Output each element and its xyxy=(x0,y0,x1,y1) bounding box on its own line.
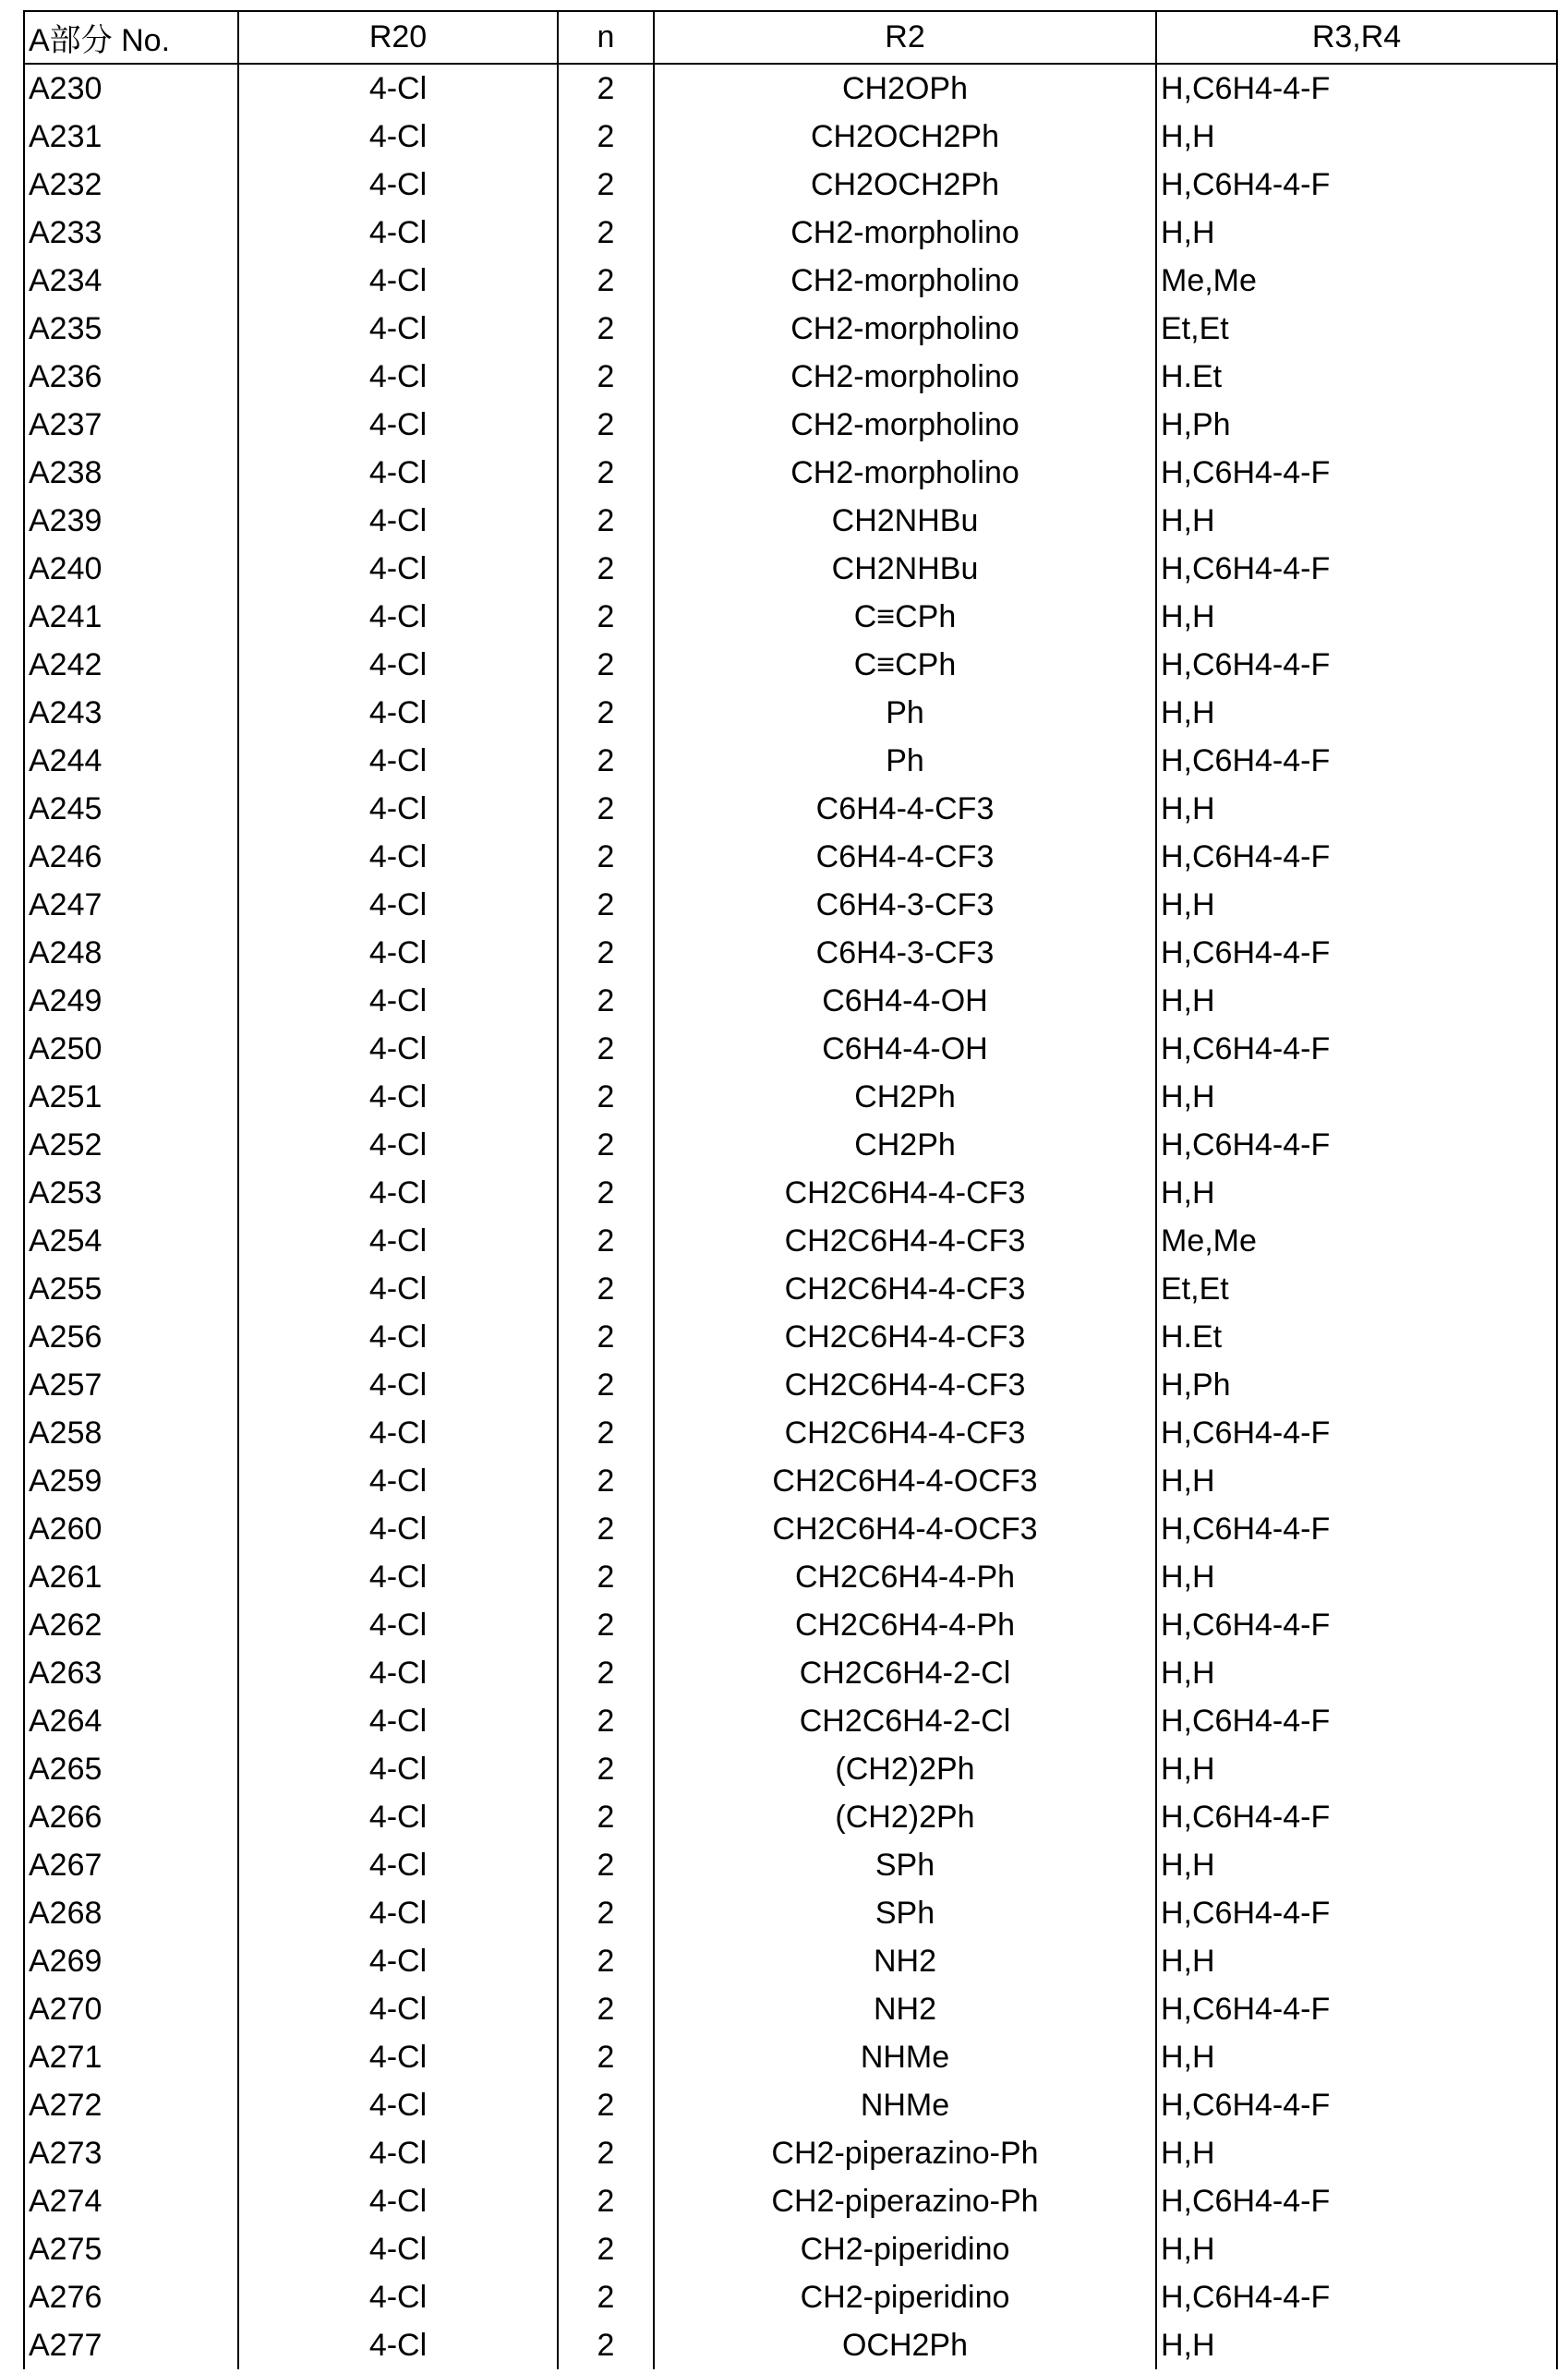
r2-cell: CH2C6H4-4-Ph xyxy=(654,1601,1156,1649)
r2-cell: CH2C6H4-4-CF3 xyxy=(654,1169,1156,1217)
n-cell: 2 xyxy=(558,593,654,641)
table-row xyxy=(24,1313,1557,1361)
r2-cell: SPh xyxy=(654,1889,1156,1937)
r3-r4-cell: H,H xyxy=(1156,1649,1557,1697)
table-row xyxy=(24,1745,1557,1793)
r20-cell: 4-Cl xyxy=(238,1073,558,1121)
table-row xyxy=(24,1073,1557,1121)
compound-no-cell: A242 xyxy=(24,641,238,689)
n-cell: 2 xyxy=(558,497,654,545)
r3-r4-cell: H,H xyxy=(1156,2321,1557,2369)
n-cell: 2 xyxy=(558,257,654,305)
r20-cell: 4-Cl xyxy=(238,2273,558,2321)
r20-cell: 4-Cl xyxy=(238,353,558,401)
table-row xyxy=(24,1553,1557,1601)
r20-cell: 4-Cl xyxy=(238,1697,558,1745)
compound-no-cell: A257 xyxy=(24,1361,238,1409)
compound-table xyxy=(23,10,1558,2369)
r3-r4-cell: H,C6H4-4-F xyxy=(1156,161,1557,209)
n-cell: 2 xyxy=(558,689,654,737)
r2-cell: (CH2)2Ph xyxy=(654,1793,1156,1841)
n-cell: 2 xyxy=(558,1073,654,1121)
n-cell: 2 xyxy=(558,2273,654,2321)
table-row xyxy=(24,1121,1557,1169)
r3-r4-cell: H,C6H4-4-F xyxy=(1156,2081,1557,2129)
compound-no-cell: A273 xyxy=(24,2129,238,2177)
compound-no-cell: A276 xyxy=(24,2273,238,2321)
r3-r4-cell: H,H xyxy=(1156,1841,1557,1889)
r20-cell: 4-Cl xyxy=(238,1889,558,1937)
r2-cell: CH2-morpholino xyxy=(654,305,1156,353)
r20-cell: 4-Cl xyxy=(238,1265,558,1313)
table-row xyxy=(24,1217,1557,1265)
r20-cell: 4-Cl xyxy=(238,1937,558,1985)
r2-cell: CH2NHBu xyxy=(654,545,1156,593)
compound-no-cell: A256 xyxy=(24,1313,238,1361)
table-row xyxy=(24,449,1557,497)
compound-no-cell: A243 xyxy=(24,689,238,737)
n-cell: 2 xyxy=(558,2321,654,2369)
table-row xyxy=(24,833,1557,881)
r20-cell: 4-Cl xyxy=(238,641,558,689)
n-cell: 2 xyxy=(558,2177,654,2225)
r20-cell: 4-Cl xyxy=(238,161,558,209)
r20-cell: 4-Cl xyxy=(238,209,558,257)
n-cell: 2 xyxy=(558,1649,654,1697)
compound-no-cell: A259 xyxy=(24,1457,238,1505)
r2-cell: CH2C6H4-2-Cl xyxy=(654,1649,1156,1697)
n-cell: 2 xyxy=(558,1121,654,1169)
r20-cell: 4-Cl xyxy=(238,2033,558,2081)
table-row xyxy=(24,1649,1557,1697)
r3-r4-cell: H,H xyxy=(1156,881,1557,929)
r2-cell: CH2-morpholino xyxy=(654,257,1156,305)
n-cell: 2 xyxy=(558,1889,654,1937)
compound-no-cell: A252 xyxy=(24,1121,238,1169)
r20-cell: 4-Cl xyxy=(238,689,558,737)
r2-cell: Ph xyxy=(654,737,1156,785)
r20-cell: 4-Cl xyxy=(238,1361,558,1409)
table-row xyxy=(24,113,1557,161)
compound-no-cell: A264 xyxy=(24,1697,238,1745)
r3-r4-cell: H,H xyxy=(1156,1169,1557,1217)
r2-cell: CH2C6H4-4-CF3 xyxy=(654,1265,1156,1313)
r3-r4-cell: H,H xyxy=(1156,1745,1557,1793)
n-cell: 2 xyxy=(558,2033,654,2081)
table-row xyxy=(24,2081,1557,2129)
r20-cell: 4-Cl xyxy=(238,1841,558,1889)
r3-r4-cell: H,C6H4-4-F xyxy=(1156,929,1557,977)
r20-cell: 4-Cl xyxy=(238,785,558,833)
compound-no-cell: A274 xyxy=(24,2177,238,2225)
n-cell: 2 xyxy=(558,545,654,593)
r3-r4-cell: H,H xyxy=(1156,1553,1557,1601)
r3-r4-cell: H,C6H4-4-F xyxy=(1156,1985,1557,2033)
compound-no-cell: A265 xyxy=(24,1745,238,1793)
compound-no-cell: A247 xyxy=(24,881,238,929)
r3-r4-cell: H,C6H4-4-F xyxy=(1156,1409,1557,1457)
r20-cell: 4-Cl xyxy=(238,449,558,497)
n-cell: 2 xyxy=(558,929,654,977)
compound-no-cell: A231 xyxy=(24,113,238,161)
n-cell: 2 xyxy=(558,401,654,449)
r3-r4-cell: H,H xyxy=(1156,2129,1557,2177)
r20-cell: 4-Cl xyxy=(238,1313,558,1361)
n-cell: 2 xyxy=(558,209,654,257)
table-row xyxy=(24,257,1557,305)
compound-no-cell: A239 xyxy=(24,497,238,545)
compound-no-cell: A272 xyxy=(24,2081,238,2129)
r3-r4-cell: H,H xyxy=(1156,2033,1557,2081)
table-row xyxy=(24,353,1557,401)
r2-cell: CH2-morpholino xyxy=(654,209,1156,257)
r3-r4-cell: H,H xyxy=(1156,1073,1557,1121)
header-r2: R2 xyxy=(654,11,1156,64)
n-cell: 2 xyxy=(558,1697,654,1745)
r3-r4-cell: H,C6H4-4-F xyxy=(1156,545,1557,593)
compound-no-cell: A233 xyxy=(24,209,238,257)
n-cell: 2 xyxy=(558,1361,654,1409)
n-cell: 2 xyxy=(558,1601,654,1649)
r3-r4-cell: H,H xyxy=(1156,497,1557,545)
r20-cell: 4-Cl xyxy=(238,1793,558,1841)
r20-cell: 4-Cl xyxy=(238,977,558,1025)
compound-no-cell: A267 xyxy=(24,1841,238,1889)
compound-no-cell: A250 xyxy=(24,1025,238,1073)
r2-cell: NHMe xyxy=(654,2033,1156,2081)
compound-no-cell: A251 xyxy=(24,1073,238,1121)
r20-cell: 4-Cl xyxy=(238,929,558,977)
compound-no-cell: A235 xyxy=(24,305,238,353)
table-row xyxy=(24,1409,1557,1457)
r20-cell: 4-Cl xyxy=(238,1457,558,1505)
r20-cell: 4-Cl xyxy=(238,305,558,353)
compound-no-cell: A246 xyxy=(24,833,238,881)
n-cell: 2 xyxy=(558,1505,654,1553)
r2-cell: CH2OCH2Ph xyxy=(654,113,1156,161)
n-cell: 2 xyxy=(558,1553,654,1601)
r2-cell: CH2C6H4-2-Cl xyxy=(654,1697,1156,1745)
table-row xyxy=(24,1793,1557,1841)
r3-r4-cell: H,Ph xyxy=(1156,1361,1557,1409)
r3-r4-cell: H,H xyxy=(1156,209,1557,257)
r20-cell: 4-Cl xyxy=(238,545,558,593)
table-row xyxy=(24,1361,1557,1409)
table-row xyxy=(24,161,1557,209)
header-r20: R20 xyxy=(238,11,558,64)
r2-cell: C6H4-4-OH xyxy=(654,1025,1156,1073)
table-row xyxy=(24,2321,1557,2369)
table-row xyxy=(24,497,1557,545)
n-cell: 2 xyxy=(558,1745,654,1793)
n-cell: 2 xyxy=(558,2081,654,2129)
r3-r4-cell: H,C6H4-4-F xyxy=(1156,1505,1557,1553)
r3-r4-cell: Et,Et xyxy=(1156,305,1557,353)
r2-cell: Ph xyxy=(654,689,1156,737)
compound-no-cell: A241 xyxy=(24,593,238,641)
compound-no-cell: A255 xyxy=(24,1265,238,1313)
table-row xyxy=(24,1889,1557,1937)
r2-cell: CH2-piperidino xyxy=(654,2273,1156,2321)
n-cell: 2 xyxy=(558,641,654,689)
r20-cell: 4-Cl xyxy=(238,401,558,449)
table-row xyxy=(24,1697,1557,1745)
compound-no-cell: A266 xyxy=(24,1793,238,1841)
table-row xyxy=(24,64,1557,113)
compound-no-cell: A244 xyxy=(24,737,238,785)
r3-r4-cell: H,Ph xyxy=(1156,401,1557,449)
r20-cell: 4-Cl xyxy=(238,1409,558,1457)
compound-no-cell: A275 xyxy=(24,2225,238,2273)
n-cell: 2 xyxy=(558,1793,654,1841)
n-cell: 2 xyxy=(558,1217,654,1265)
r2-cell: CH2-morpholino xyxy=(654,353,1156,401)
r3-r4-cell: H.Et xyxy=(1156,1313,1557,1361)
n-cell: 2 xyxy=(558,1169,654,1217)
r20-cell: 4-Cl xyxy=(238,2177,558,2225)
r3-r4-cell: H,C6H4-4-F xyxy=(1156,1601,1557,1649)
compound-no-cell: A254 xyxy=(24,1217,238,1265)
r2-cell: CH2-morpholino xyxy=(654,449,1156,497)
header-r3-r4: R3,R4 xyxy=(1156,11,1557,64)
compound-no-cell: A253 xyxy=(24,1169,238,1217)
table-row xyxy=(24,2129,1557,2177)
table-row xyxy=(24,593,1557,641)
compound-no-cell: A263 xyxy=(24,1649,238,1697)
n-cell: 2 xyxy=(558,305,654,353)
n-cell: 2 xyxy=(558,1985,654,2033)
compound-no-cell: A262 xyxy=(24,1601,238,1649)
table-row xyxy=(24,2033,1557,2081)
r2-cell: C≡CPh xyxy=(654,641,1156,689)
n-cell: 2 xyxy=(558,881,654,929)
table-row xyxy=(24,1985,1557,2033)
compound-no-cell: A270 xyxy=(24,1985,238,2033)
r20-cell: 4-Cl xyxy=(238,2081,558,2129)
r3-r4-cell: Et,Et xyxy=(1156,1265,1557,1313)
table-row xyxy=(24,1457,1557,1505)
compound-no-cell: A240 xyxy=(24,545,238,593)
r3-r4-cell: H,C6H4-4-F xyxy=(1156,1697,1557,1745)
r3-r4-cell: H,H xyxy=(1156,1937,1557,1985)
compound-no-cell: A271 xyxy=(24,2033,238,2081)
r2-cell: CH2C6H4-4-Ph xyxy=(654,1553,1156,1601)
r3-r4-cell: H,C6H4-4-F xyxy=(1156,2177,1557,2225)
r2-cell: NH2 xyxy=(654,1985,1156,2033)
n-cell: 2 xyxy=(558,113,654,161)
n-cell: 2 xyxy=(558,64,654,113)
r20-cell: 4-Cl xyxy=(238,1121,558,1169)
table-row xyxy=(24,1601,1557,1649)
r20-cell: 4-Cl xyxy=(238,833,558,881)
table-row xyxy=(24,881,1557,929)
table-row xyxy=(24,2177,1557,2225)
table-row xyxy=(24,737,1557,785)
r20-cell: 4-Cl xyxy=(238,1025,558,1073)
table-row xyxy=(24,1169,1557,1217)
r20-cell: 4-Cl xyxy=(238,737,558,785)
r20-cell: 4-Cl xyxy=(238,2129,558,2177)
compound-no-cell: A230 xyxy=(24,64,238,113)
r3-r4-cell: H,C6H4-4-F xyxy=(1156,2273,1557,2321)
table-row xyxy=(24,641,1557,689)
r3-r4-cell: H,H xyxy=(1156,2225,1557,2273)
n-cell: 2 xyxy=(558,2129,654,2177)
table-row xyxy=(24,545,1557,593)
r3-r4-cell: H,C6H4-4-F xyxy=(1156,737,1557,785)
r3-r4-cell: H,C6H4-4-F xyxy=(1156,833,1557,881)
n-cell: 2 xyxy=(558,2225,654,2273)
table-row xyxy=(24,2273,1557,2321)
r2-cell: CH2OCH2Ph xyxy=(654,161,1156,209)
r2-cell: C6H4-4-OH xyxy=(654,977,1156,1025)
r2-cell: SPh xyxy=(654,1841,1156,1889)
r20-cell: 4-Cl xyxy=(238,1505,558,1553)
compound-no-cell: A248 xyxy=(24,929,238,977)
r2-cell: C6H4-3-CF3 xyxy=(654,881,1156,929)
header-n: n xyxy=(558,11,654,64)
r3-r4-cell: H,C6H4-4-F xyxy=(1156,1793,1557,1841)
table-row xyxy=(24,305,1557,353)
r2-cell: CH2-piperazino-Ph xyxy=(654,2129,1156,2177)
compound-no-cell: A260 xyxy=(24,1505,238,1553)
n-cell: 2 xyxy=(558,785,654,833)
r2-cell: CH2C6H4-4-OCF3 xyxy=(654,1457,1156,1505)
r2-cell: CH2-piperazino-Ph xyxy=(654,2177,1156,2225)
n-cell: 2 xyxy=(558,161,654,209)
r3-r4-cell: H,H xyxy=(1156,977,1557,1025)
compound-no-cell: A249 xyxy=(24,977,238,1025)
r20-cell: 4-Cl xyxy=(238,1649,558,1697)
r2-cell: CH2Ph xyxy=(654,1121,1156,1169)
r20-cell: 4-Cl xyxy=(238,1169,558,1217)
r3-r4-cell: H,C6H4-4-F xyxy=(1156,1025,1557,1073)
r3-r4-cell: Me,Me xyxy=(1156,257,1557,305)
table-row xyxy=(24,209,1557,257)
table-row xyxy=(24,785,1557,833)
r2-cell: CH2C6H4-4-CF3 xyxy=(654,1409,1156,1457)
compound-no-cell: A261 xyxy=(24,1553,238,1601)
r2-cell: NH2 xyxy=(654,1937,1156,1985)
n-cell: 2 xyxy=(558,1457,654,1505)
table-row xyxy=(24,929,1557,977)
header-row xyxy=(24,11,1557,64)
r20-cell: 4-Cl xyxy=(238,497,558,545)
table-row xyxy=(24,2225,1557,2273)
n-cell: 2 xyxy=(558,1409,654,1457)
r3-r4-cell: H.Et xyxy=(1156,353,1557,401)
compound-no-cell: A277 xyxy=(24,2321,238,2369)
n-cell: 2 xyxy=(558,449,654,497)
r2-cell: CH2NHBu xyxy=(654,497,1156,545)
r20-cell: 4-Cl xyxy=(238,2225,558,2273)
r20-cell: 4-Cl xyxy=(238,1217,558,1265)
compound-no-cell: A258 xyxy=(24,1409,238,1457)
r3-r4-cell: H,H xyxy=(1156,689,1557,737)
r2-cell: CH2-morpholino xyxy=(654,401,1156,449)
table-row xyxy=(24,689,1557,737)
table-row xyxy=(24,977,1557,1025)
n-cell: 2 xyxy=(558,353,654,401)
n-cell: 2 xyxy=(558,1313,654,1361)
r2-cell: CH2C6H4-4-CF3 xyxy=(654,1217,1156,1265)
r20-cell: 4-Cl xyxy=(238,257,558,305)
n-cell: 2 xyxy=(558,977,654,1025)
r2-cell: CH2C6H4-4-CF3 xyxy=(654,1361,1156,1409)
compound-no-cell: A268 xyxy=(24,1889,238,1937)
r2-cell: CH2C6H4-4-CF3 xyxy=(654,1313,1156,1361)
compound-no-cell: A269 xyxy=(24,1937,238,1985)
r2-cell: CH2Ph xyxy=(654,1073,1156,1121)
r20-cell: 4-Cl xyxy=(238,64,558,113)
r3-r4-cell: H,C6H4-4-F xyxy=(1156,1121,1557,1169)
r3-r4-cell: Me,Me xyxy=(1156,1217,1557,1265)
n-cell: 2 xyxy=(558,1025,654,1073)
r2-cell: CH2C6H4-4-OCF3 xyxy=(654,1505,1156,1553)
header-compound-no: A部分 No. xyxy=(24,11,238,64)
r20-cell: 4-Cl xyxy=(238,1745,558,1793)
r20-cell: 4-Cl xyxy=(238,881,558,929)
r20-cell: 4-Cl xyxy=(238,1985,558,2033)
r3-r4-cell: H,C6H4-4-F xyxy=(1156,1889,1557,1937)
r3-r4-cell: H,H xyxy=(1156,785,1557,833)
r3-r4-cell: H,H xyxy=(1156,113,1557,161)
r2-cell: CH2OPh xyxy=(654,64,1156,113)
n-cell: 2 xyxy=(558,1937,654,1985)
r2-cell: C6H4-4-CF3 xyxy=(654,833,1156,881)
table-row xyxy=(24,1505,1557,1553)
n-cell: 2 xyxy=(558,1265,654,1313)
r20-cell: 4-Cl xyxy=(238,1601,558,1649)
n-cell: 2 xyxy=(558,833,654,881)
compound-no-cell: A245 xyxy=(24,785,238,833)
r3-r4-cell: H,H xyxy=(1156,593,1557,641)
r2-cell: CH2-piperidino xyxy=(654,2225,1156,2273)
r20-cell: 4-Cl xyxy=(238,2321,558,2369)
r3-r4-cell: H,C6H4-4-F xyxy=(1156,64,1557,113)
r3-r4-cell: H,C6H4-4-F xyxy=(1156,449,1557,497)
n-cell: 2 xyxy=(558,1841,654,1889)
r2-cell: C6H4-4-CF3 xyxy=(654,785,1156,833)
table-row xyxy=(24,1937,1557,1985)
r3-r4-cell: H,H xyxy=(1156,1457,1557,1505)
n-cell: 2 xyxy=(558,737,654,785)
r2-cell: OCH2Ph xyxy=(654,2321,1156,2369)
r20-cell: 4-Cl xyxy=(238,113,558,161)
compound-no-cell: A236 xyxy=(24,353,238,401)
table-row xyxy=(24,401,1557,449)
r2-cell: (CH2)2Ph xyxy=(654,1745,1156,1793)
r2-cell: C≡CPh xyxy=(654,593,1156,641)
r3-r4-cell: H,C6H4-4-F xyxy=(1156,641,1557,689)
compound-no-cell: A238 xyxy=(24,449,238,497)
compound-no-cell: A237 xyxy=(24,401,238,449)
compound-no-cell: A232 xyxy=(24,161,238,209)
table-row xyxy=(24,1265,1557,1313)
compound-no-cell: A234 xyxy=(24,257,238,305)
table-row xyxy=(24,1025,1557,1073)
r20-cell: 4-Cl xyxy=(238,1553,558,1601)
r2-cell: C6H4-3-CF3 xyxy=(654,929,1156,977)
table-row xyxy=(24,1841,1557,1889)
r20-cell: 4-Cl xyxy=(238,593,558,641)
r2-cell: NHMe xyxy=(654,2081,1156,2129)
